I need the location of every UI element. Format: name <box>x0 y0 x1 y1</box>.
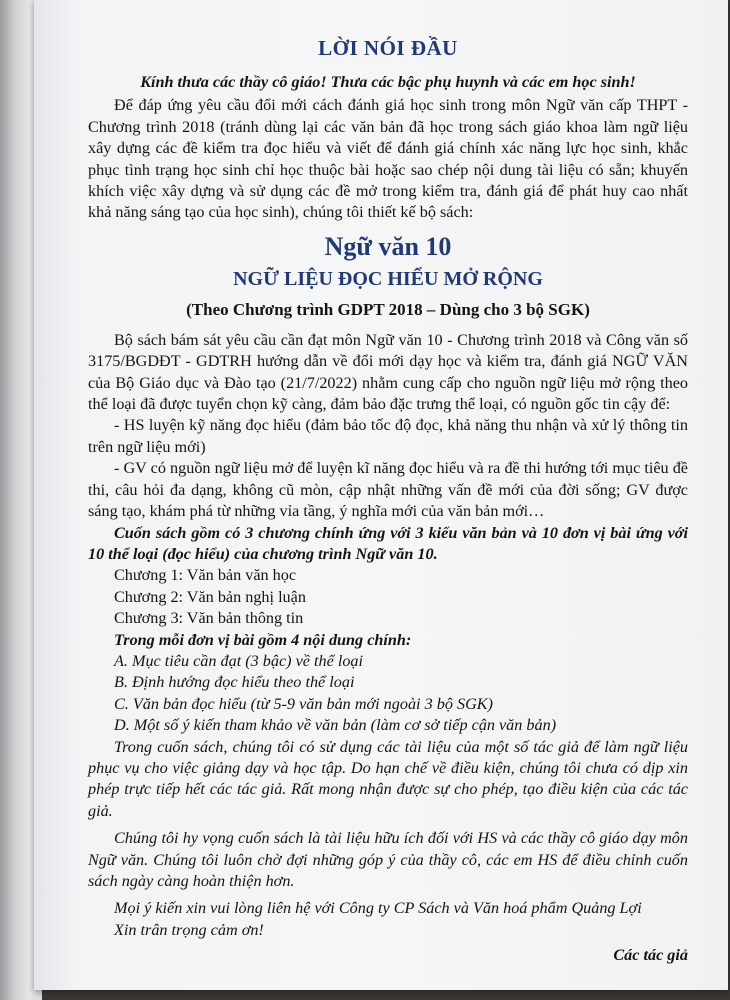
page-content <box>88 30 688 967</box>
sources-paragraph: Trong cuốn sách, chúng tôi có sử dụng các tài liệu của một số tác giả để làm ngữ liệu phục vụ cho việc giảng dạy và học tập. Do hạn chế về điều kiện, chúng tôi chưa có dịp xin phép trực tiếp hết các tác giả. Rất mong nhận được sự cho phép, tạo điều kiện của các tác giả. <box>88 737 688 820</box>
unit-item: B. Định hướng đọc hiểu theo thể loại <box>114 673 355 692</box>
structure-paragraph: Cuốn sách gồm có 3 chương chính ứng với 3 kiểu văn bản và 10 đơn vị bài ứng với 10 thể loại (đọc hiểu) của chương trình Ngữ văn 10. <box>88 523 688 563</box>
book-note: (Theo Chương trình GDPT 2018 – Dùng cho 3 bộ SGK) <box>186 299 590 319</box>
unit-item: C. Văn bản đọc hiểu (từ 5-9 văn bản mới ngoài 3 bộ SGK) <box>114 694 493 713</box>
book-subtitle: NGỮ LIỆU ĐỌC HIỂU MỞ RỘNG <box>233 267 543 290</box>
greeting: Kính thưa các thầy cô giáo! Thưa các bậc phụ huynh và các em học sinh! <box>140 73 636 91</box>
bullet-students: - HS luyện kỹ năng đọc hiểu (đảm bảo tốc độ đọc, khả năng thu nhận và xử lý thông tin trên ngữ liệu mới) <box>88 416 688 456</box>
chapter-item: Chương 2: Văn bản nghị luận <box>114 587 306 606</box>
series-paragraph: Bộ sách bám sát yêu cầu cần đạt môn Ngữ văn 10 - Chương trình 2018 và Công văn số 3175/BGDĐT - GDTRH hướng dẫn về đổi mới dạy học và kiểm tra, đánh giá NGỮ VĂN của Bộ Giáo dục và Đào tạo (21/7/2022) nhằm cung cấp cho nguồn ngữ liệu mở rộng theo thể loại đã được tuyển chọn kỹ càng, đảm bảo đặc trưng thể loại, có nguồn gốc tin cậy để: <box>88 330 688 414</box>
unit-item: D. Một số ý kiến tham khảo về văn bản (làm cơ sở tiếp cận văn bản) <box>114 716 557 735</box>
hope-paragraph: Chúng tôi hy vọng cuốn sách là tài liệu hữu ích đối với HS và các thầy cô giáo dạy môn Ngữ văn. Chúng tôi luôn chờ đợi những góp ý của thầy cô, các em HS để điều chỉnh cuốn sách ngày càng hoàn thiện hơn. <box>88 829 688 890</box>
book-page <box>34 0 728 990</box>
signature: Các tác giả <box>613 946 688 965</box>
bullet-teachers: - GV có nguồn ngữ liệu mở để luyện kĩ năng đọc hiểu và ra đề thi hướng tới mục tiêu đề thi, câu hỏi đa dạng, không cũ mòn, cập nhật những vấn đề mới của đời sống; GV được sáng tạo, khám phá từ những vỉa tầng, ý nghĩa mới của văn bản mới… <box>88 459 688 521</box>
intro-paragraph: Để đáp ứng yêu cầu đổi mới cách đánh giá học sinh trong môn Ngữ văn cấp THPT - Chương trình 2018 (tránh dùng lại các văn bản đã học trong sách giáo khoa làm ngữ liệu xây dựng các đề kiểm tra đọc hiểu và viết để đánh giá chính xác năng lực học sinh, khắc phục tình trạng học sinh chỉ học thuộc bài hoặc sao chép nội dung tài liệu có sẵn; khuyến khích việc xây dựng và sử dụng các đề mở trong kiểm tra, đánh giá để phát huy cao nhất khả năng sáng tạo của học sinh), chúng tôi thiết kế bộ sách: <box>88 96 688 222</box>
thanks-line: Xin trân trọng cảm ơn! <box>114 920 264 939</box>
page-heading: LỜI NÓI ĐẦU <box>318 36 458 60</box>
contact-paragraph: Mọi ý kiến xin vui lòng liên hệ với Công ty CP Sách và Văn hoá phẩm Quảng Lợi <box>114 899 642 918</box>
unit-heading: Trong mỗi đơn vị bài gồm 4 nội dung chính: <box>114 630 412 649</box>
unit-item: A. Mục tiêu cần đạt (3 bậc) về thể loại <box>114 651 364 670</box>
book-title: Ngữ văn 10 <box>324 231 452 261</box>
chapter-item: Chương 3: Văn bản thông tin <box>114 609 304 628</box>
chapter-item: Chương 1: Văn bản văn học <box>114 566 297 585</box>
